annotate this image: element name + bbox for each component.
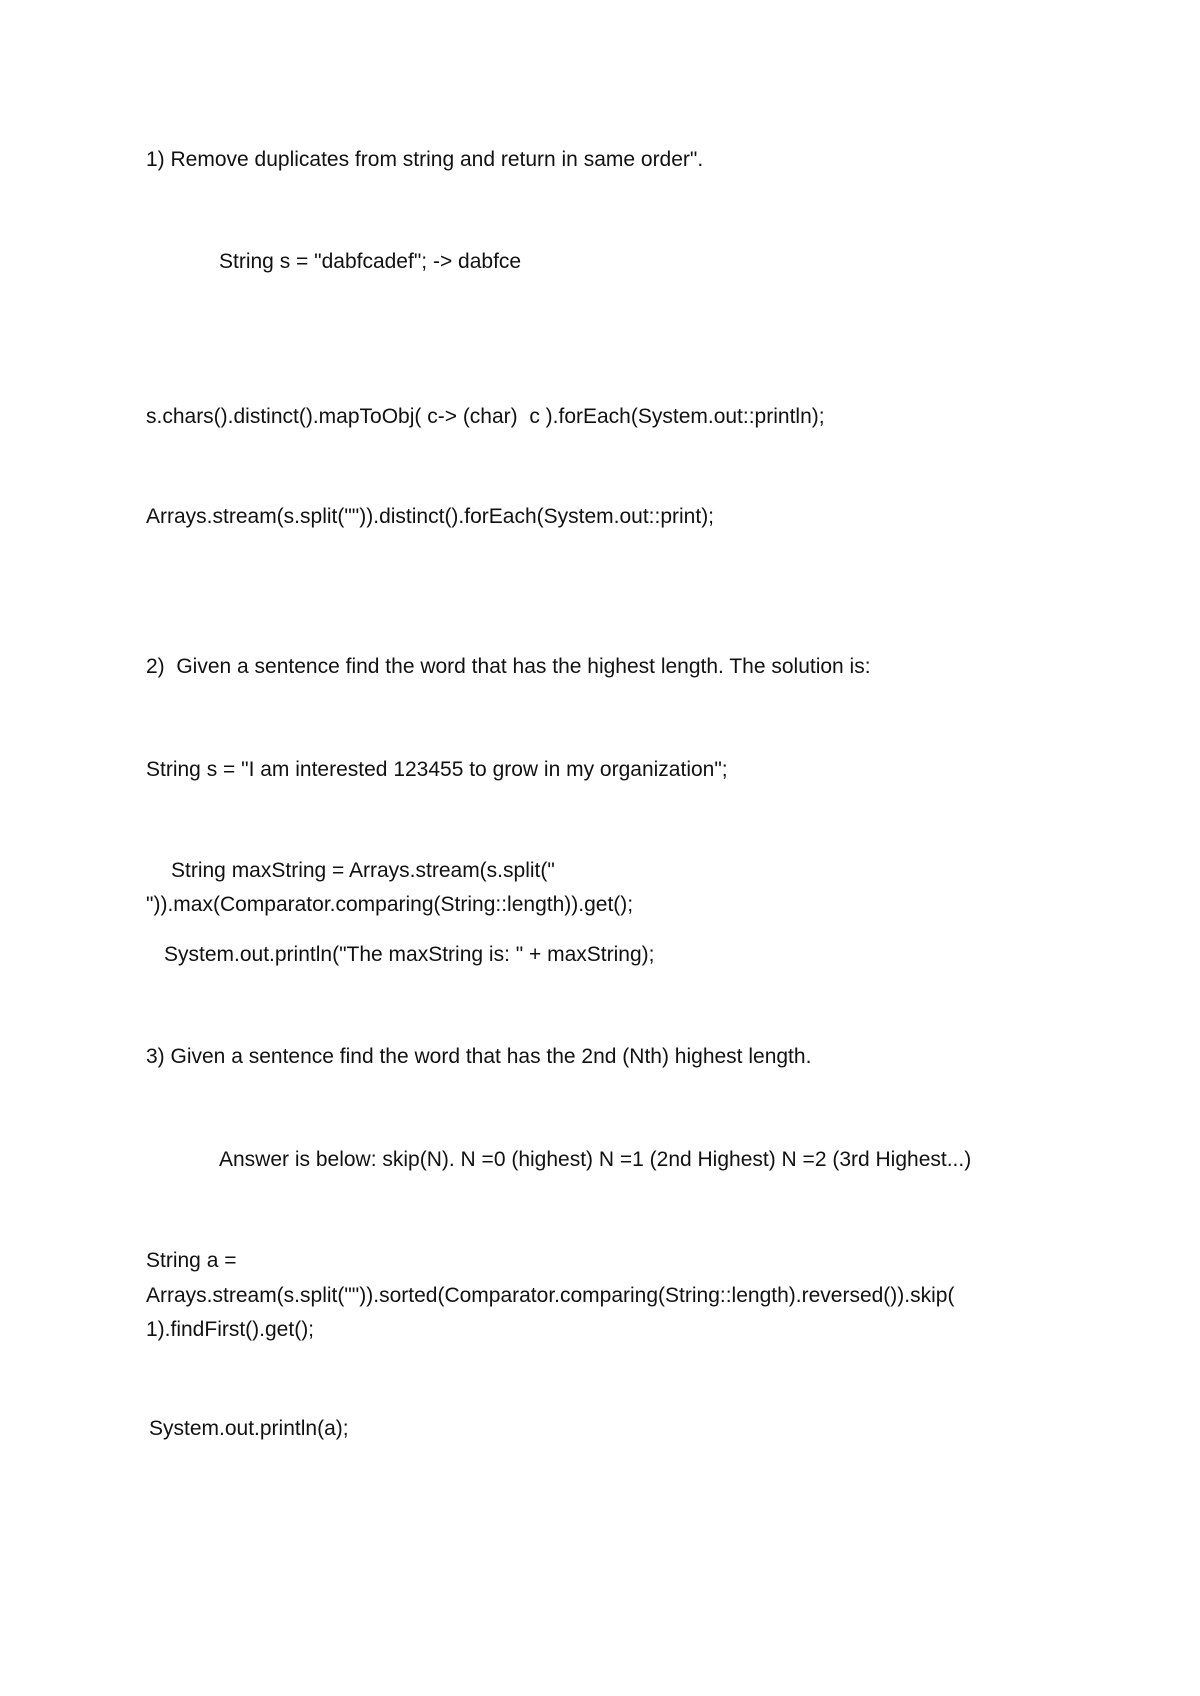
q2-code-line-3: System.out.println("The maxString is: " + maxString); (164, 943, 655, 966)
q1-heading: 1) Remove duplicates from string and return in same order". (146, 148, 704, 171)
q3-heading: 3) Given a sentence find the word that has the 2nd (Nth) highest length. (146, 1045, 812, 1068)
q2-code-line-1: String maxString = Arrays.stream(s.split(" (171, 859, 555, 882)
q2-code-line-2: ")).max(Comparator.comparing(String::length)).get(); (146, 893, 634, 916)
q2-declaration: String s = "I am interested 123455 to grow in my organization"; (146, 758, 728, 781)
q1-solution-chars: s.chars().distinct().mapToObj( c-> (char) c ).forEach(System.out::println); (146, 405, 825, 428)
q3-code-line-3: 1).findFirst().get(); (146, 1318, 315, 1341)
q3-answer-note: Answer is below: skip(N). N =0 (highest) N =1 (2nd Highest) N =2 (3rd Highest...) (219, 1148, 972, 1171)
q3-code-line-1: String a = (146, 1249, 237, 1272)
q1-solution-split: Arrays.stream(s.split("")).distinct().forEach(System.out::print); (146, 505, 715, 528)
q3-print-line: System.out.println(a); (149, 1417, 349, 1440)
q1-example: String s = "dabfcadef"; -> dabfce (219, 250, 522, 273)
q3-code-line-2: Arrays.stream(s.split("")).sorted(Comparator.comparing(String::length).reversed()).skip( (146, 1284, 955, 1307)
q2-heading: 2) Given a sentence find the word that has the highest length. The solution is: (146, 655, 871, 678)
